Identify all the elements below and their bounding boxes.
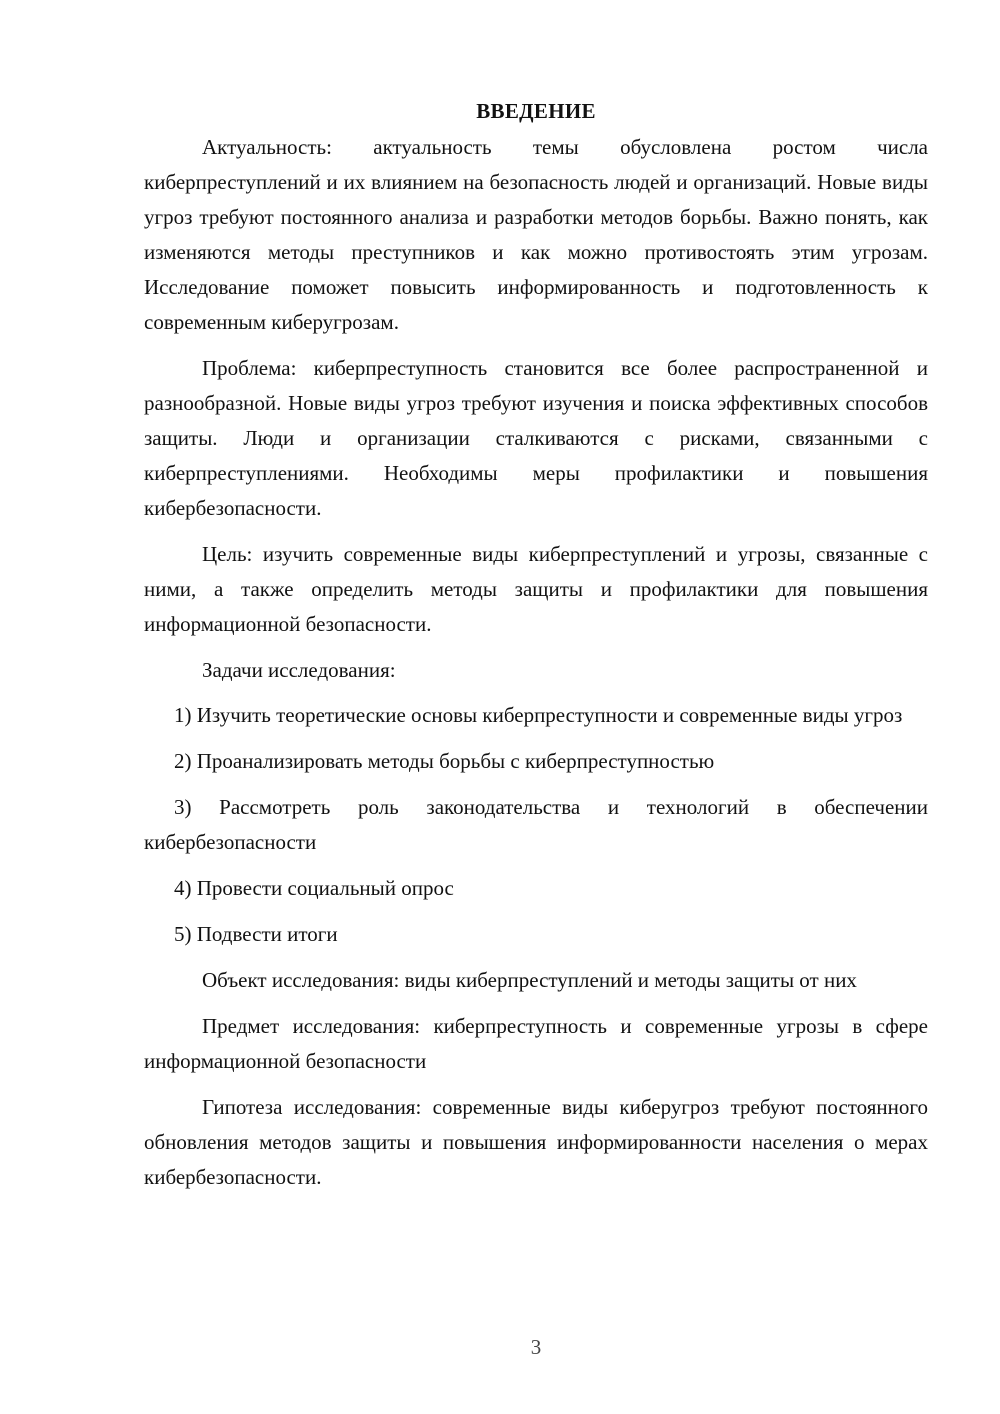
task-item: 4) Провести социальный опрос xyxy=(174,876,454,900)
relevance-paragraph: Актуальность: актуальность темы обусловлена ростом числа киберпреступлений и их влиянием на безопасность людей и организаций. Новые виды угроз требуют постоянного анализа и разработки методов борьбы. Важно понять, как изменяются методы преступников и как можно противостоять этим угрозам. Исследование поможет повысить информированность и подготовленность к современным киберугрозам. xyxy=(144,135,928,334)
task-item: 3) Рассмотреть роль законодательства и технологий в обеспечении кибербезопасности xyxy=(144,795,928,854)
task-item: 5) Подвести итоги xyxy=(174,922,338,946)
problem-paragraph: Проблема: киберпреступность становится все более распространенной и разнообразной. Новые виды угроз требуют изучения и поиска эффективных способов защиты. Люди и организации сталкиваются с рисками, связанными с киберпреступлениями. Необходимы меры профилактики и повышения кибербезопасности. xyxy=(144,356,928,520)
task-item: 2) Проанализировать методы борьбы с киберпреступностью xyxy=(174,749,715,773)
subject-paragraph: Предмет исследования: киберпреступность и современные угрозы в сфере информационной безопасности xyxy=(144,1014,928,1073)
page-number: 3 xyxy=(530,1335,542,1359)
task-item: 1) Изучить теоретические основы киберпреступности и современные виды угроз xyxy=(174,703,903,727)
tasks-heading: Задачи исследования: xyxy=(202,658,396,682)
page-content xyxy=(144,96,928,1206)
object-paragraph: Объект исследования: виды киберпреступлений и методы защиты от них xyxy=(202,968,857,992)
goal-paragraph: Цель: изучить современные виды киберпреступлений и угрозы, связанные с ними, а также определить методы защиты и профилактики для повышения информационной безопасности. xyxy=(144,542,928,636)
hypothesis-paragraph: Гипотеза исследования: современные виды киберугроз требуют постоянного обновления методов защиты и повышения информированности населения о мерах кибербезопасности. xyxy=(144,1095,928,1189)
page-title: ВВЕДЕНИЕ xyxy=(476,99,596,123)
